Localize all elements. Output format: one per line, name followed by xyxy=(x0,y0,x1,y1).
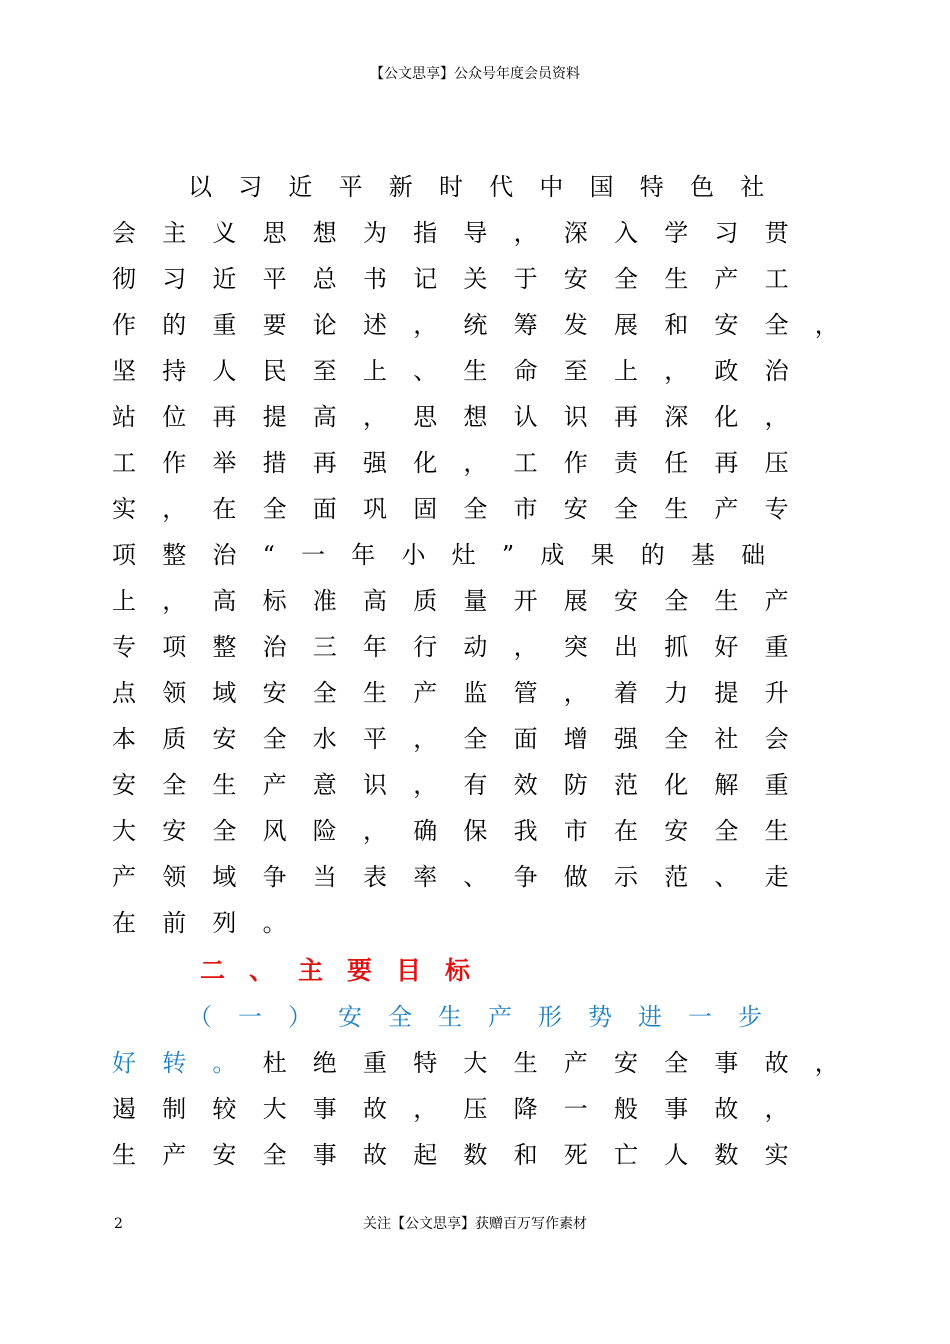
paragraph-line: 大安全风险，确保我市在安全生 xyxy=(112,817,815,845)
page-footer: 关注【公文思享】获赠百万写作素材 xyxy=(363,1216,587,1232)
paragraph-line: 实，在全面巩固全市安全生产专 xyxy=(112,495,815,523)
page-number: 2 xyxy=(114,1216,123,1232)
paragraph-line: 点领域安全生产监管，着力提升 xyxy=(112,679,815,707)
paragraph-line: 安全生产意识，有效防范化解重 xyxy=(112,771,815,799)
paragraph-line: 专项整治三年行动，突出抓好重 xyxy=(112,633,815,661)
subheading-end: 好转。 xyxy=(112,1049,263,1077)
paragraph-line: 遏制较大事故，压降一般事故， xyxy=(112,1095,815,1123)
paragraph-line: 站位再提高，思想认识再深化， xyxy=(112,403,815,431)
paragraph-line: 工作举措再强化，工作责任再压 xyxy=(112,449,815,477)
paragraph-line: 产领域争当表率、争做示范、走 xyxy=(112,863,815,891)
paragraph-line: 作的重要论述，统筹发展和安全， xyxy=(112,311,865,339)
paragraph-line: 在前列。 xyxy=(112,909,313,937)
section-heading: 二、主要目标 xyxy=(200,956,495,985)
paragraph-line: 上，高标准高质量开展安全生产 xyxy=(112,587,815,615)
paragraph-line: 坚持人民至上、生命至上，政治 xyxy=(112,357,815,385)
paragraph-line: 以习近平新时代中国特色社 xyxy=(188,173,791,201)
page-header: 【公文思享】公众号年度会员资料 xyxy=(370,66,580,82)
paragraph-line: 本质安全水平，全面增强全社会 xyxy=(112,725,815,753)
paragraph-line: 彻习近平总书记关于安全生产工 xyxy=(112,265,815,293)
paragraph-text: 杜绝重特大生产安全事故， xyxy=(262,1049,866,1077)
subheading-line: （一）安全生产形势进一步 xyxy=(188,1003,788,1031)
paragraph-line: 生产安全事故起数和死亡人数实 xyxy=(112,1141,815,1169)
subheading-continuation-line xyxy=(112,1040,865,1086)
paragraph-line: 会主义思想为指导，深入学习贯 xyxy=(112,219,815,247)
paragraph-line: 项整治“一年小灶”成果的基础 xyxy=(112,541,792,569)
